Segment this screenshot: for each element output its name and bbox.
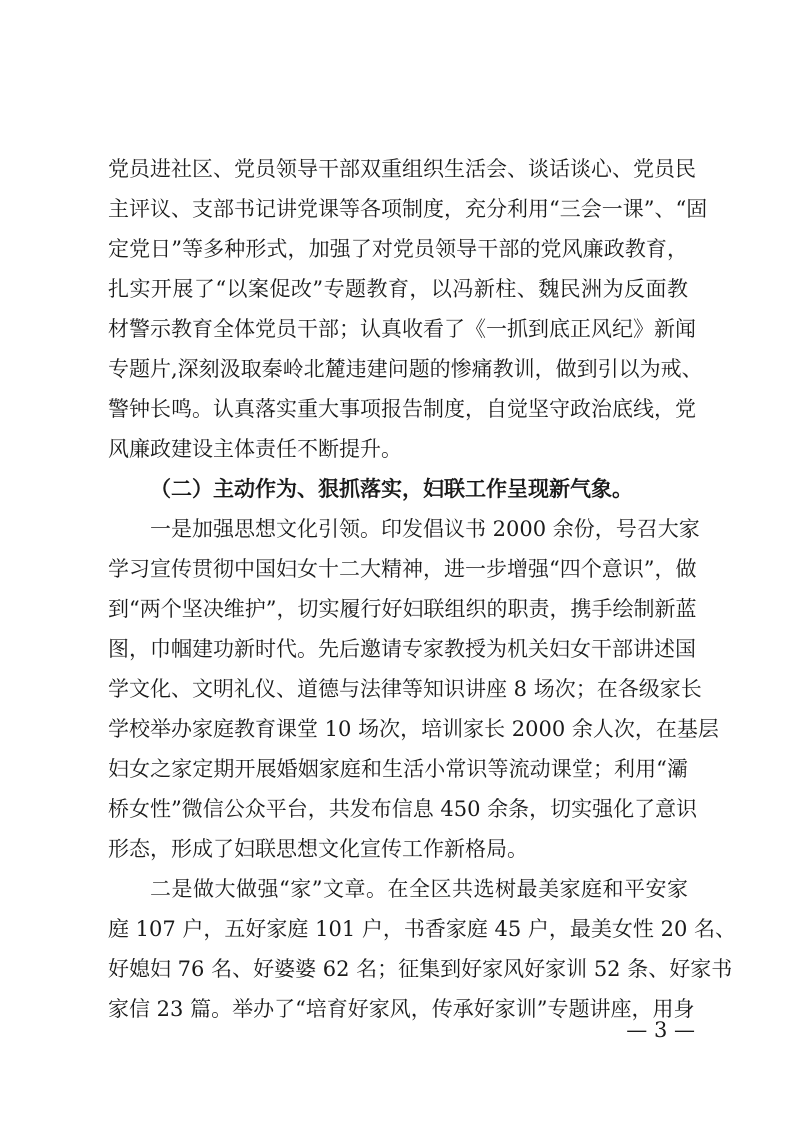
paragraph-line: 党员进社区、党员领导干部双重组织生活会、谈话谈心、党员民 <box>108 157 696 181</box>
paragraph-line: 到“两个坚决维护”，切实履行好妇联组织的职责，携手绘制新蓝 <box>108 597 697 621</box>
paragraph-line: 扎实开展了“以案促改”专题教育，以冯新柱、魏民洲为反面教 <box>108 277 688 301</box>
paragraph-line: 风廉政建设主体责任不断提升。 <box>108 437 402 461</box>
paragraph-line: 二是做大做强“家”文章。在全区共选树最美家庭和平安家 <box>150 877 688 901</box>
paragraph-line: 警钟长鸣。认真落实重大事项报告制度，自觉坚守政治底线，党 <box>108 397 696 421</box>
paragraph-line: 专题片,深刻汲取秦岭北麓违建问题的惨痛教训，做到引以为戒、 <box>108 357 703 381</box>
paragraph-line: 定党日”等多种形式，加强了对党员领导干部的党风廉政教育， <box>108 237 688 261</box>
paragraph-line: 好媳妇 76 名、好婆婆 62 名；征集到好家风好家训 52 条、好家书 <box>108 957 733 981</box>
paragraph-line: 学习宣传贯彻中国妇女十二大精神，进一步增强“四个意识”，做 <box>108 557 697 581</box>
paragraph-line: 家信 23 篇。举办了“培育好家风，传承好家训”专题讲座，用身 <box>108 997 695 1021</box>
paragraph-line: 主评议、支部书记讲党课等各项制度，充分利用“三会一课”、“固 <box>108 197 708 221</box>
page-number: — 3 — <box>626 1018 695 1042</box>
paragraph-line: 妇女之家定期开展婚姻家庭和生活小常识等流动课堂；利用“灞 <box>108 757 688 781</box>
paragraph-line: 学文化、文明礼仪、道德与法律等知识讲座 8 场次；在各级家长 <box>108 677 702 701</box>
paragraph-line: 形态，形成了妇联思想文化宣传工作新格局。 <box>108 837 528 861</box>
paragraph-line: 图，巾帼建功新时代。先后邀请专家教授为机关妇女干部讲述国 <box>108 637 696 661</box>
paragraph-line: 桥女性”微信公众平台，共发布信息 450 余条，切实强化了意识 <box>108 797 698 821</box>
section-heading: （二）主动作为、狠抓落实，妇联工作呈现新气象。 <box>150 477 633 501</box>
paragraph-line: 庭 107 户，五好家庭 101 户，书香家庭 45 户，最美女性 20 名、 <box>108 917 737 941</box>
paragraph-line: 一是加强思想文化引领。印发倡议书 2000 余份，号召大家 <box>150 517 700 541</box>
paragraph-line: 学校举办家庭教育课堂 10 场次，培训家长 2000 余人次，在基层 <box>108 717 719 741</box>
paragraph-line: 材警示教育全体党员干部；认真收看了《一抓到底正风纪》新闻 <box>108 317 696 341</box>
